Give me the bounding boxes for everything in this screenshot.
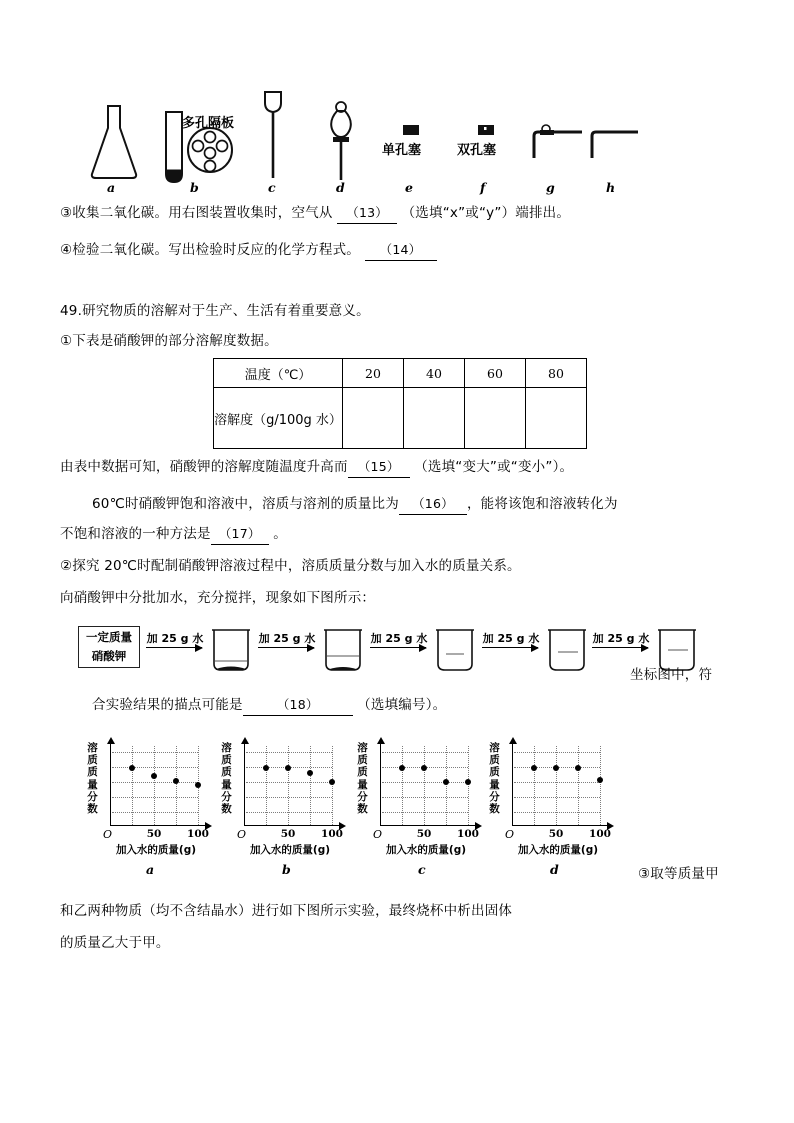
data-point <box>443 779 449 785</box>
flow-start-box <box>78 626 140 668</box>
q48-item3-post: （选填“x”或“y”）端排出。 <box>401 205 571 221</box>
q49-coord-pre: 坐标图中，符 <box>630 667 713 683</box>
chart-a-xtick-100: 100 <box>187 828 209 840</box>
flow-arrow-label-1: 加 25 g 水 <box>146 632 204 645</box>
apparatus-label-c: c <box>268 180 276 195</box>
beaker-icon-2 <box>322 628 364 674</box>
y-axis <box>380 742 381 826</box>
chart-a-ylabel: 溶质质量分数 <box>87 742 98 816</box>
q49-line17-post: 。 <box>273 526 287 542</box>
porous-plate-icon <box>186 126 234 174</box>
data-point <box>195 782 201 788</box>
q49-line16-post: ，能将该饱和溶液转化为 <box>466 496 618 512</box>
chart-c-origin: O <box>373 828 383 841</box>
flow-arrow-2 <box>258 630 316 648</box>
chart-b-xtick-100: 100 <box>321 828 343 840</box>
flow-start-line1: 一定质量 <box>86 630 132 644</box>
thistle-tube-icon <box>258 88 288 184</box>
q49-line15-blank[interactable]: （15） <box>348 457 410 478</box>
chart-b <box>220 740 354 868</box>
chart-b-xlabel: 加入水的质量(g) <box>249 844 331 856</box>
data-point <box>151 773 157 779</box>
q49-line15-pre: 由表中数据可知，硝酸钾的溶解度随温度升高而 <box>60 459 348 475</box>
y-axis <box>512 742 513 826</box>
q49-line18-blank[interactable]: （18） <box>243 695 353 716</box>
chart-a-plot <box>102 742 210 841</box>
arrow-line-icon <box>146 647 202 648</box>
y-axis <box>244 742 245 826</box>
flow-arrow-3 <box>370 630 428 648</box>
q49-item3-pre: ③取等质量甲 <box>638 866 719 882</box>
q49-line18-post: （选填编号）。 <box>357 697 447 713</box>
q49-line15 <box>60 457 573 478</box>
chart-a-xtick-50: 50 <box>146 828 162 840</box>
x-axis <box>380 825 476 826</box>
q49-line16-blank[interactable]: （16） <box>399 494 467 515</box>
chart-a-name: a <box>146 862 155 877</box>
apparatus-label-d: d <box>336 180 345 195</box>
q49-line18 <box>92 695 446 716</box>
data-point <box>263 765 269 771</box>
data-point <box>399 765 405 771</box>
table-cell-temp-0: 20 <box>343 359 404 388</box>
chart-a <box>86 740 220 868</box>
q49-item3-line2: 和乙两种物质（均不含结晶水）进行如下图所示实验，最终烧杯中析出固体 <box>60 903 513 919</box>
data-point <box>329 779 335 785</box>
data-point <box>575 765 581 771</box>
chart-c-xlabel: 加入水的质量(g) <box>385 844 467 856</box>
chart-b-plot <box>236 742 344 841</box>
chart-d <box>488 740 622 868</box>
data-point <box>531 765 537 771</box>
q49-line17 <box>60 524 287 545</box>
chart-c <box>356 740 490 868</box>
table-row <box>214 388 587 449</box>
chart-c-xtick-100: 100 <box>457 828 479 840</box>
data-point <box>173 778 179 784</box>
chart-c-plot <box>372 742 480 841</box>
table-cell-sol-0[interactable] <box>343 388 404 449</box>
q49-line15-post: （选填“变大”或“变小”）。 <box>414 459 574 475</box>
chart-b-ylabel: 溶质质量分数 <box>221 742 232 816</box>
apparatus-diagram <box>78 82 623 194</box>
q49-line17-pre: 不饱和溶液的一种方法是 <box>60 526 211 542</box>
chart-a-xlabel: 加入水的质量(g) <box>115 844 197 856</box>
data-point <box>465 779 471 785</box>
q49-line17-blank[interactable]: （17） <box>211 524 269 545</box>
solubility-table <box>213 358 587 449</box>
flow-arrow-label-2: 加 25 g 水 <box>258 632 316 645</box>
apparatus-label-a: a <box>107 180 116 195</box>
table-header-temperature: 温度（℃） <box>214 359 343 388</box>
chart-d-xtick-100: 100 <box>589 828 611 840</box>
table-cell-sol-3[interactable] <box>526 388 587 449</box>
x-axis <box>512 825 608 826</box>
arrow-line-icon <box>370 647 426 648</box>
flow-arrow-label-3: 加 25 g 水 <box>370 632 428 645</box>
apparatus-label-b: b <box>190 180 199 195</box>
apparatus-label-g: g <box>546 180 555 195</box>
table-cell-temp-3: 80 <box>526 359 587 388</box>
bulb-tube-icon <box>326 98 356 184</box>
chart-d-origin: O <box>505 828 515 841</box>
chart-d-xtick-50: 50 <box>548 828 564 840</box>
chart-d-xlabel: 加入水的质量(g) <box>517 844 599 856</box>
apparatus-label-f: f <box>480 180 486 195</box>
chart-b-name: b <box>282 862 291 877</box>
beaker-icon-1 <box>210 628 252 674</box>
q49-line18-pre: 合实验结果的描点可能是 <box>92 697 243 713</box>
q48-item3-pre: ③收集二氧化碳。用右图装置收集时，空气从 <box>60 205 333 221</box>
q49-item2-sub: 向硝酸钾中分批加水，充分搅拌，现象如下图所示： <box>60 590 376 606</box>
table-row <box>214 359 587 388</box>
apparatus-label-h: h <box>606 180 616 195</box>
data-point <box>421 765 427 771</box>
beaker-flow-diagram <box>78 612 650 684</box>
chart-b-xtick-50: 50 <box>280 828 296 840</box>
double-hole-stopper-label: 双孔塞 <box>457 143 497 158</box>
chart-d-plot <box>504 742 612 841</box>
y-axis <box>110 742 111 826</box>
single-hole-stopper-icon <box>402 124 420 136</box>
q48-item4 <box>60 240 437 261</box>
data-point <box>553 765 559 771</box>
chart-a-origin: O <box>103 828 113 841</box>
beaker-icon-4 <box>546 628 588 674</box>
chart-c-ylabel: 溶质质量分数 <box>357 742 368 816</box>
q48-item4-blank[interactable]: （14） <box>365 240 437 261</box>
q49-line16-pre: 60℃时硝酸钾饱和溶液中，溶质与溶剂的质量比为 <box>92 496 399 512</box>
data-point <box>597 777 603 783</box>
chart-b-origin: O <box>237 828 247 841</box>
q49-stem: 49.研究物质的溶解对于生产、生活有着重要意义。 <box>60 303 370 319</box>
flow-arrow-1 <box>146 630 204 648</box>
data-point <box>129 765 135 771</box>
arrow-line-icon <box>258 647 314 648</box>
chart-c-name: c <box>418 862 426 877</box>
q49-item2: ②探究 20℃时配制硝酸钾溶液过程中，溶质质量分数与加入水的质量关系。 <box>60 558 521 574</box>
flow-arrow-label-5: 加 25 g 水 <box>592 632 650 645</box>
q49-line16 <box>92 494 618 515</box>
bent-glass-tube-icon <box>586 124 642 164</box>
flow-arrow-label-4: 加 25 g 水 <box>482 632 540 645</box>
table-cell-sol-1[interactable] <box>404 388 465 449</box>
q48-item4-pre: ④检验二氧化碳。写出检验时反应的化学方程式。 <box>60 242 361 258</box>
x-axis <box>244 825 340 826</box>
bent-glass-tube-stopcock-icon <box>528 124 586 164</box>
table-cell-temp-2: 60 <box>465 359 526 388</box>
arrow-line-icon <box>592 647 648 648</box>
conical-flask-icon <box>86 102 142 184</box>
arrow-line-icon <box>482 647 538 648</box>
q48-item3-blank[interactable]: （13） <box>337 203 397 224</box>
table-header-solubility: 溶解度（g/100g 水） <box>214 388 343 449</box>
data-point <box>285 765 291 771</box>
porous-plate-label: 多孔隔板 <box>182 116 235 131</box>
flow-start-line2: 硝酸钾 <box>91 649 127 663</box>
chart-d-name: d <box>550 862 559 877</box>
beaker-icon-3 <box>434 628 476 674</box>
q49-item3-line3: 的质量乙大于甲。 <box>60 935 170 951</box>
table-cell-temp-1: 40 <box>404 359 465 388</box>
table-cell-sol-2[interactable] <box>465 388 526 449</box>
apparatus-label-e: e <box>405 180 413 195</box>
q48-item3 <box>60 203 570 224</box>
flow-arrow-4 <box>482 630 540 648</box>
x-axis <box>110 825 206 826</box>
flow-arrow-5 <box>592 630 650 648</box>
single-hole-stopper-label: 单孔塞 <box>382 143 422 158</box>
q49-item1: ①下表是硝酸钾的部分溶解度数据。 <box>60 333 278 349</box>
data-point <box>307 770 313 776</box>
chart-c-xtick-50: 50 <box>416 828 432 840</box>
double-hole-stopper-icon <box>477 124 495 136</box>
chart-d-ylabel: 溶质质量分数 <box>489 742 500 816</box>
